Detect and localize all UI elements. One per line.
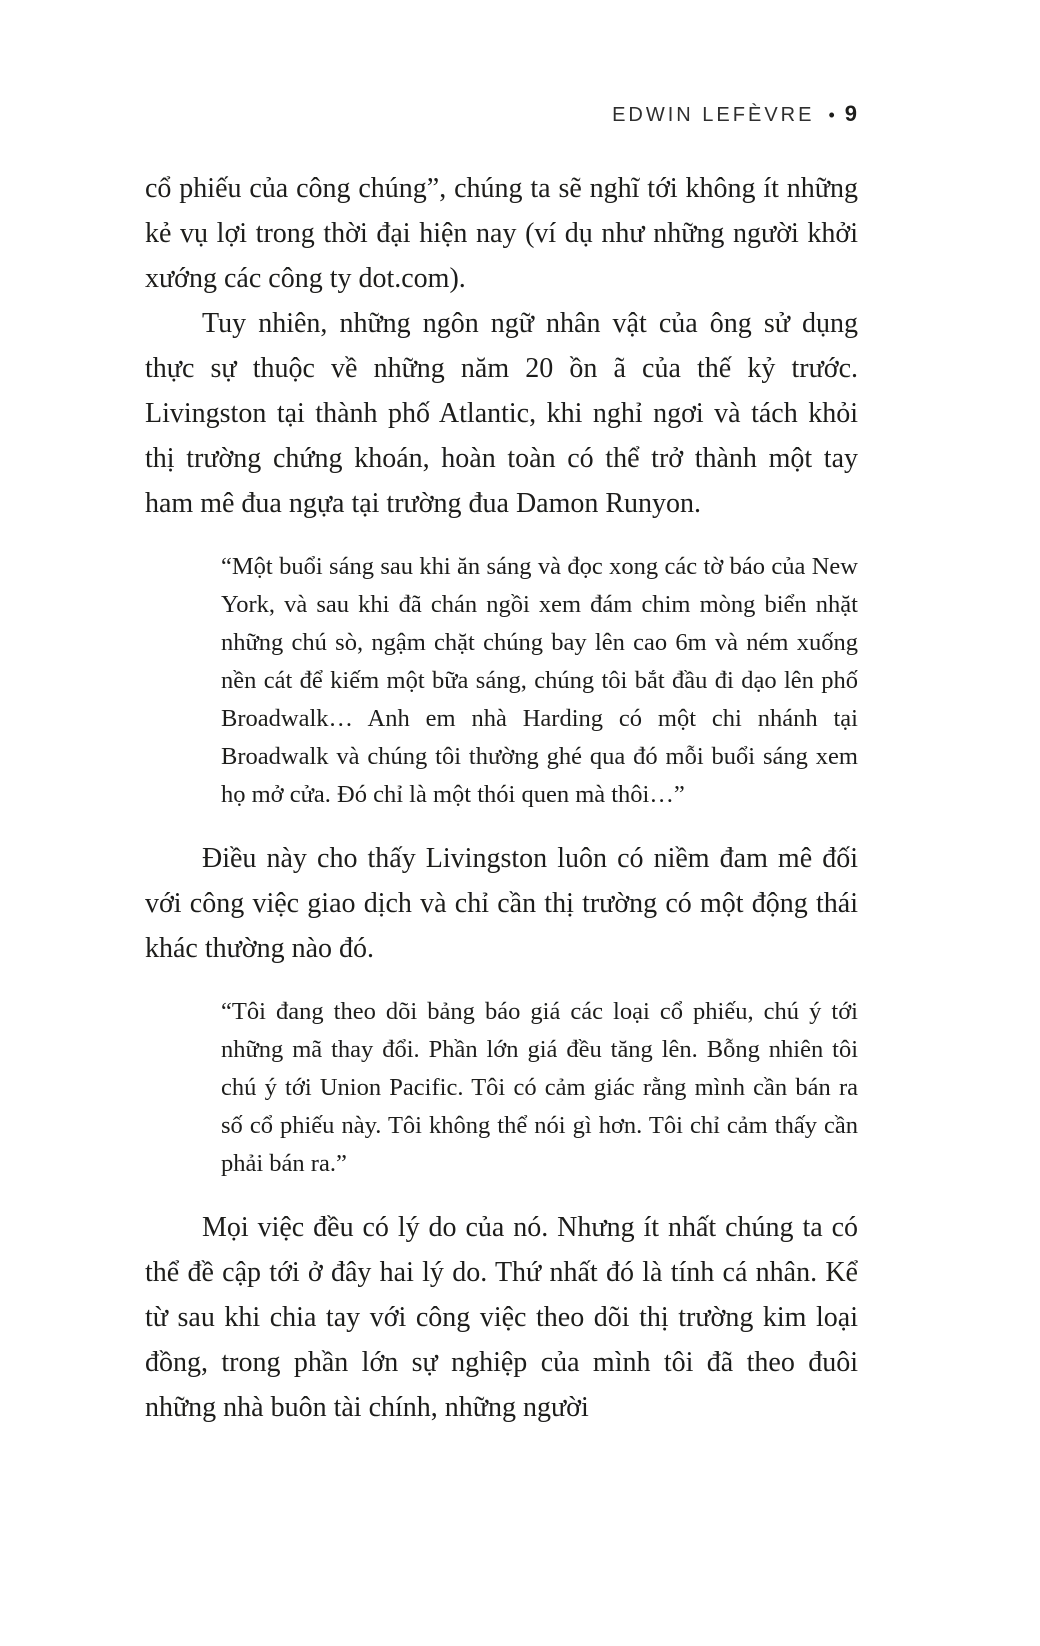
- page-content: [145, 166, 858, 1430]
- blockquote-union-pacific: “Tôi đang theo dõi bảng báo giá các loại cổ phiếu, chú ý tới những mã thay đổi. Phần lớn giá đều tăng lên. Bỗng nhiên tôi chú ý tới Union Pacific. Tôi có cảm giác rằng mình cần bán ra số cổ phiếu này. Tôi không thể nói gì hơn. Tôi chỉ cảm thấy cần phải bán ra.”: [221, 998, 858, 1177]
- paragraph: Điều này cho thấy Livingston luôn có niềm đam mê đối với công việc giao dịch và chỉ cần thị trường có một động thái khác thường nào đó.: [145, 843, 858, 964]
- paragraph: Tuy nhiên, những ngôn ngữ nhân vật của ông sử dụng thực sự thuộc về những năm 20 ồn ã của thế kỷ trước. Livingston tại thành phố Atlantic, khi nghỉ ngơi và tách khỏi thị trường chứng khoán, hoàn toàn có thể trở thành một tay ham mê đua ngựa tại trường đua Damon Runyon.: [145, 308, 858, 519]
- page-number: 9: [844, 101, 857, 126]
- author-name: EDWIN LEFÈVRE: [612, 104, 815, 126]
- page-header: [145, 101, 857, 127]
- blockquote-morning-walk: “Một buổi sáng sau khi ăn sáng và đọc xong các tờ báo của New York, và sau khi đã chán ngồi xem đám chim mòng biển nhặt những chú sò, ngậm chặt chúng bay lên cao 6m và ném xuống nền cát để kiếm một bữa sáng, chúng tôi bắt đầu đi dạo lên phố Broadwalk… Anh em nhà Harding có một chi nhánh tại Broadwalk và chúng tôi thường ghé qua đó mỗi buổi sáng xem họ mở cửa. Đó chỉ là một thói quen mà thôi…”: [221, 553, 858, 808]
- paragraph: Mọi việc đều có lý do của nó. Nhưng ít nhất chúng ta có thể đề cập tới ở đây hai lý do. Thứ nhất đó là tính cá nhân. Kể từ sau khi chia tay với công việc theo dõi thị trường kim loại đồng, trong phần lớn sự nghiệp của mình tôi đã theo đuôi những nhà buôn tài chính, những người: [145, 1212, 858, 1423]
- header-bullet: •: [828, 105, 835, 125]
- paragraph-continuation: cổ phiếu của công chúng”, chúng ta sẽ nghĩ tới không ít những kẻ vụ lợi trong thời đại hiện nay (ví dụ như những người khởi xướng các công ty dot.com).: [145, 173, 858, 294]
